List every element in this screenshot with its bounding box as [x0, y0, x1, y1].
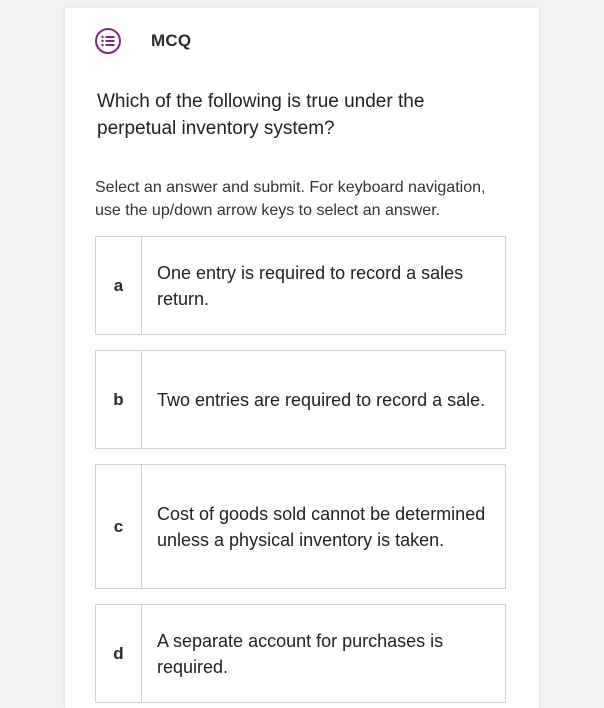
option-text: Cost of goods sold cannot be determined unless a physical inventory is taken. [157, 503, 486, 550]
option-letter: b [96, 351, 142, 448]
answer-option-d[interactable] [95, 604, 506, 703]
question-type-header [95, 26, 191, 56]
answer-option-b[interactable] [95, 350, 506, 449]
question-type-label: MCQ [151, 31, 192, 50]
option-letter: c [96, 465, 142, 588]
option-letter: a [96, 237, 142, 334]
option-text: A separate account for purchases is required. [157, 630, 444, 677]
question-text: Which of the following is true under the perpetual inventory system? [97, 91, 425, 139]
list-icon [95, 28, 121, 54]
option-text: One entry is required to record a sales return. [157, 262, 464, 309]
answer-option-a[interactable] [95, 236, 506, 335]
answer-option-c[interactable] [95, 464, 506, 589]
instructions-text: Select an answer and submit. For keyboard navigation, use the up/down arrow keys to select an answer. [95, 179, 486, 219]
option-letter: d [96, 605, 142, 702]
question-card [64, 8, 540, 708]
option-text: Two entries are required to record a sale. [157, 389, 486, 410]
